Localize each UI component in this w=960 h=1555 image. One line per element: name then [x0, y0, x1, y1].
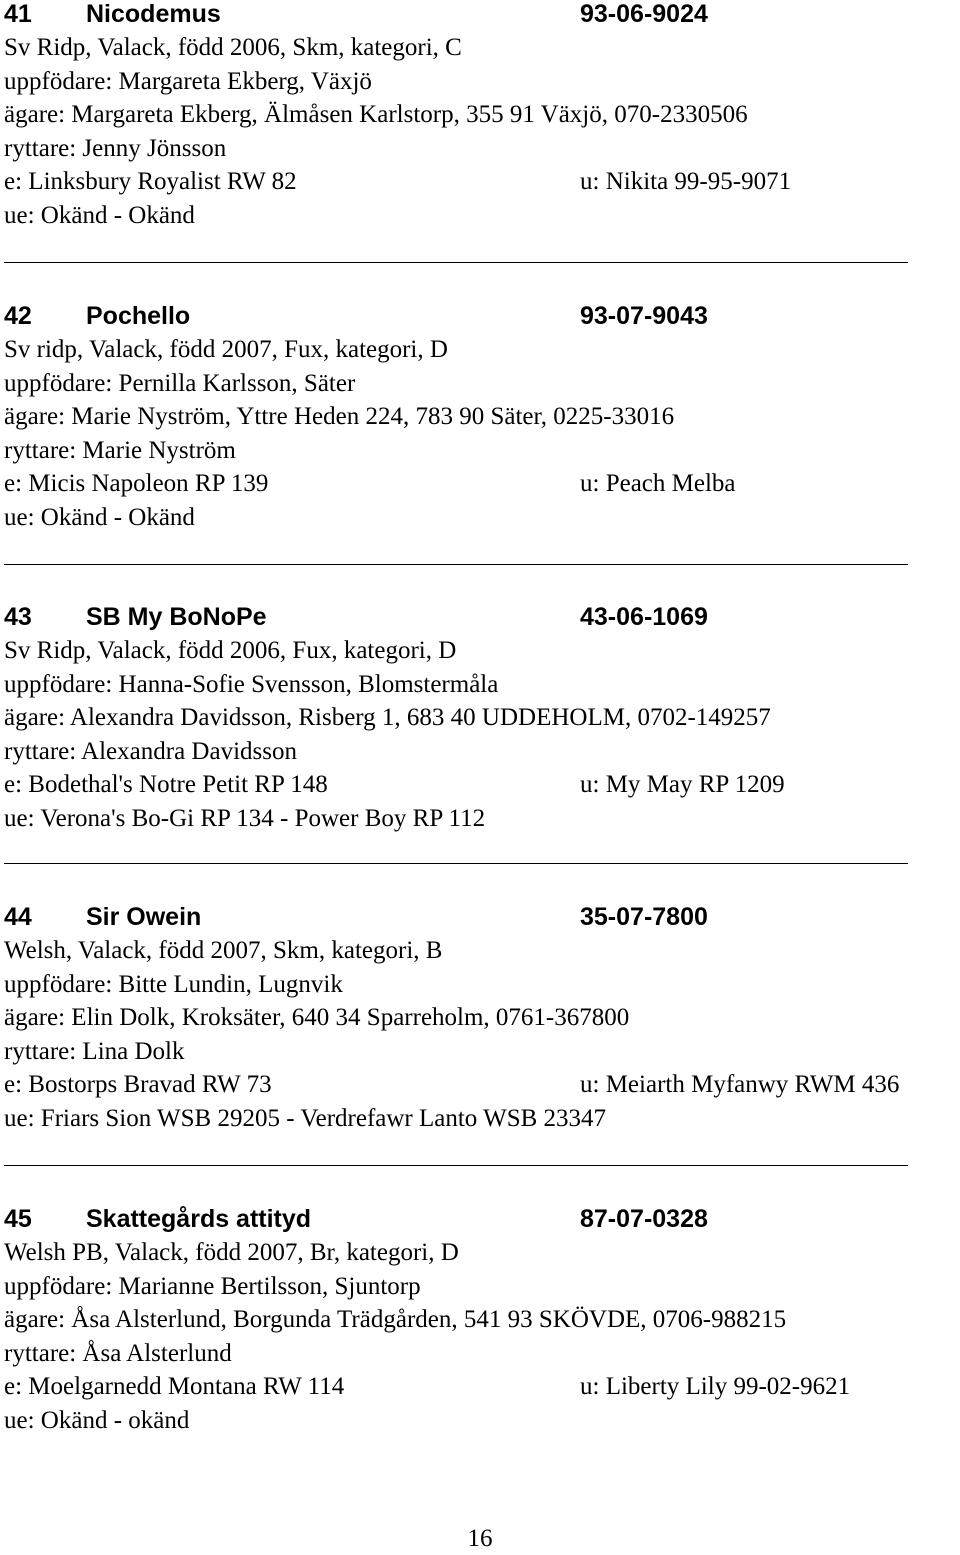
- rider-line: ryttare: Jenny Jönsson: [4, 134, 227, 162]
- sire: e: Bostorps Bravad RW 73: [4, 1071, 272, 1098]
- horse-description: Welsh, Valack, född 2007, Skm, kategori, B: [4, 937, 443, 964]
- horse-description: Welsh PB, Valack, född 2007, Br, kategori, D: [4, 1239, 459, 1266]
- horse-description: Sv Ridp, Valack, född 2006, Fux, kategori, D: [4, 637, 457, 664]
- horse-name: SB My BoNoPe: [86, 603, 267, 631]
- page-number: 16: [467, 1525, 493, 1552]
- dam-parents-line: ue: Okänd - okänd: [4, 1406, 190, 1434]
- breeder-line: uppfödare: Hanna-Sofie Svensson, Blomstermåla: [4, 670, 499, 698]
- pedigree-line: [4, 467, 960, 501]
- horse-name: Skattegårds attityd: [86, 1205, 312, 1233]
- entry-heading: [4, 1203, 960, 1236]
- dam: u: Nikita 99-95-9071: [580, 168, 792, 195]
- owner-line: ägare: Åsa Alsterlund, Borgunda Trädgården, 541 93 SKÖVDE, 0706-988215: [4, 1306, 787, 1333]
- entry-divider: [4, 564, 908, 565]
- pedigree-line: [4, 165, 960, 199]
- entry-number: 42: [4, 302, 32, 330]
- breeder-line: uppfödare: Margareta Ekberg, Växjö: [4, 67, 372, 95]
- registration-number: 43-06-1069: [580, 603, 708, 631]
- rider-line: ryttare: Alexandra Davidsson: [4, 737, 297, 765]
- horse-description: Sv Ridp, Valack, född 2006, Skm, kategori, C: [4, 34, 462, 61]
- sire: e: Micis Napoleon RP 139: [4, 470, 269, 497]
- entry-divider: [4, 1165, 908, 1166]
- sire: e: Bodethal's Notre Petit RP 148: [4, 771, 328, 798]
- breeder-line: uppfödare: Bitte Lundin, Lugnvik: [4, 970, 343, 998]
- entry-41: [4, 0, 960, 232]
- entry-44: [4, 901, 960, 1135]
- breeder-line: uppfödare: Marianne Bertilsson, Sjuntorp: [4, 1272, 421, 1300]
- entry-heading: [4, 300, 960, 333]
- entry-number: 44: [4, 903, 32, 931]
- dam-parents-line: ue: Okänd - Okänd: [4, 201, 195, 229]
- entry-number: 45: [4, 1205, 32, 1233]
- pedigree-line: [4, 768, 960, 802]
- rider-line: ryttare: Åsa Alsterlund: [4, 1339, 232, 1367]
- dam-parents-line: ue: Verona's Bo-Gi RP 134 - Power Boy RP 112: [4, 804, 486, 832]
- entry-heading: [4, 601, 960, 634]
- entry-heading: [4, 0, 960, 31]
- breeder-line: uppfödare: Pernilla Karlsson, Säter: [4, 369, 356, 397]
- dam: u: Meiarth Myfanwy RWM 436: [580, 1071, 900, 1098]
- owner-line: ägare: Margareta Ekberg, Älmåsen Karlstorp, 355 91 Växjö, 070-2330506: [4, 101, 748, 128]
- horse-name: Nicodemus: [86, 0, 221, 28]
- horse-description: Sv ridp, Valack, född 2007, Fux, kategori, D: [4, 336, 448, 363]
- entry-divider: [4, 262, 908, 263]
- entry-divider: [4, 863, 908, 864]
- dam-parents-line: ue: Okänd - Okänd: [4, 503, 195, 531]
- dam: u: My May RP 1209: [580, 771, 785, 798]
- registration-number: 93-07-9043: [580, 302, 708, 330]
- entry-43: [4, 601, 960, 835]
- dam-parents-line: ue: Friars Sion WSB 29205 - Verdrefawr Lanto WSB 23347: [4, 1104, 607, 1132]
- entry-number: 41: [4, 0, 32, 28]
- entry-42: [4, 300, 960, 534]
- entry-45: [4, 1203, 960, 1437]
- registration-number: 35-07-7800: [580, 903, 708, 931]
- registration-number: 87-07-0328: [580, 1205, 708, 1233]
- horse-name: Pochello: [86, 302, 191, 330]
- owner-line: ägare: Marie Nyström, Yttre Heden 224, 783 90 Säter, 0225-33016: [4, 403, 675, 430]
- dam: u: Peach Melba: [580, 470, 736, 497]
- horse-name: Sir Owein: [86, 903, 202, 931]
- sire: e: Moelgarnedd Montana RW 114: [4, 1373, 345, 1400]
- owner-line: ägare: Elin Dolk, Kroksäter, 640 34 Sparreholm, 0761-367800: [4, 1004, 630, 1031]
- registration-number: 93-06-9024: [580, 0, 708, 28]
- pedigree-line: [4, 1068, 960, 1102]
- sire: e: Linksbury Royalist RW 82: [4, 168, 297, 195]
- entry-number: 43: [4, 603, 32, 631]
- rider-line: ryttare: Lina Dolk: [4, 1037, 185, 1065]
- entry-heading: [4, 901, 960, 934]
- dam: u: Liberty Lily 99-02-9621: [580, 1373, 851, 1400]
- owner-line: ägare: Alexandra Davidsson, Risberg 1, 683 40 UDDEHOLM, 0702-149257: [4, 704, 771, 731]
- pedigree-line: [4, 1370, 960, 1404]
- rider-line: ryttare: Marie Nyström: [4, 436, 236, 464]
